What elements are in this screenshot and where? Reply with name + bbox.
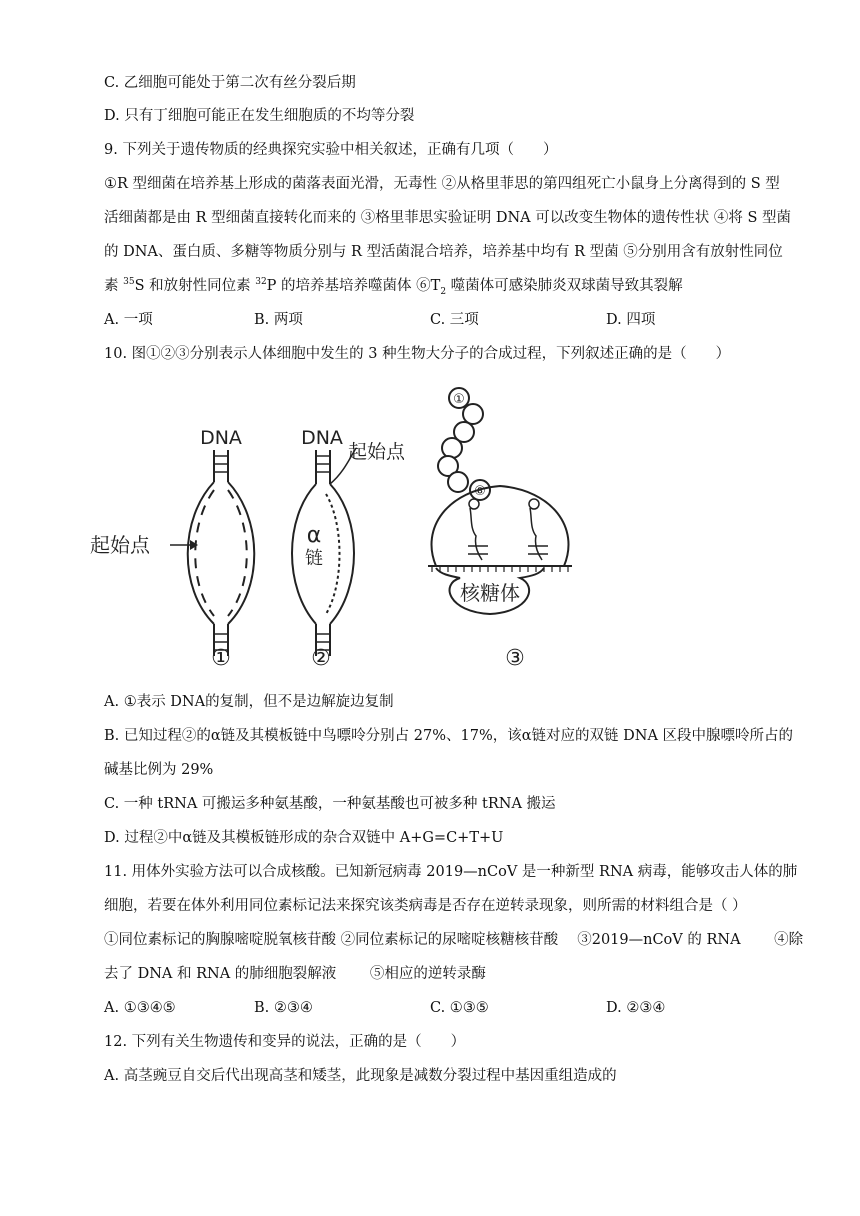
q8-option-d: D. 只有丁细胞可能正在发生细胞质的不均等分裂 — [104, 108, 415, 124]
q9-stem: 9. 下列关于遗传物质的经典探究实验中相关叙述，正确有几项（ ） — [104, 142, 558, 158]
q10-figure — [60, 378, 620, 678]
q11-materials: ①同位素标记的胸腺嘧啶脱氧核苷酸 ②同位素标记的尿嘧啶核糖核苷酸 ③2019—nCoV 的 RNA ④除 — [104, 932, 804, 948]
alpha-label: α — [306, 523, 322, 548]
q9-option-c: C. 三项 — [430, 312, 479, 328]
q10-option-c: C. 一种 tRNA 可搬运多种氨基酸，一种氨基酸也可被多种 tRNA 搬运 — [104, 796, 556, 812]
q11-stem-cont: 细胞，若要在体外利用同位素标记法来探究该类病毒是否存在逆转录现象，则所需的材料组合是（ ） — [104, 898, 747, 914]
q11-option-a: A. ①③④⑤ — [104, 1000, 176, 1016]
q11-stem: 11. 用体外实验方法可以合成核酸。已知新冠病毒 2019—nCoV 是一种新型 RNA 病毒，能够攻击人体的肺 — [104, 864, 798, 880]
q9-statement-line: 活细菌都是由 R 型细菌直接转化而来的 ③格里菲思实验证明 DNA 可以改变生物体的遗传性状 ④将 S 型菌 — [104, 210, 792, 226]
panel-number: ③ — [505, 646, 525, 671]
q8-option-c: C. 乙细胞可能处于第二次有丝分裂后期 — [104, 75, 356, 91]
q10-option-b-cont: 碱基比例为 29% — [104, 762, 214, 778]
panel-number: ② — [311, 646, 331, 671]
q9-statement-line: 的 DNA、蛋白质、多糖等物质分别与 R 型活菌混合培养，培养基中均有 R 型菌 ⑤分别用含有放射性同位 — [104, 244, 783, 260]
panel-number: ① — [211, 646, 231, 671]
q9-statement-line: 素 $^{35}$S 和放射性同位素 $^{32}$P 的培养基培养噬菌体 $⑥T_2$ 噬菌体可感染肺炎双球菌导致其裂解 — [104, 277, 683, 297]
chain-label: 链 — [305, 548, 323, 569]
dna-label: DNA — [301, 427, 343, 449]
q9-statement-line: ①R 型细菌在培养基上形成的菌落表面光滑，无毒性 ②从格里菲思的第四组死亡小鼠身上分离得到的 S 型 — [104, 176, 780, 192]
q11-materials-cont: 去了 DNA 和 RNA 的肺细胞裂解液 ⑤相应的逆转录酶 — [104, 966, 486, 982]
q11-option-c: C. ①③⑤ — [430, 1000, 489, 1016]
amino-acid-label: ① — [453, 392, 465, 407]
q10-option-a: A. ①表示 DNA的复制，但不是边解旋边复制 — [104, 694, 394, 710]
dna-label: DNA — [200, 427, 242, 449]
q11-option-d: D. ②③④ — [606, 1000, 666, 1016]
q10-stem: 10. 图①②③分别表示人体细胞中发生的 3 种生物大分子的合成过程，下列叙述正确的是（ ） — [104, 346, 731, 362]
replication-diagram — [170, 450, 254, 656]
q11-option-b: B. ②③④ — [254, 1000, 313, 1016]
ribosome-label: 核糖体 — [460, 581, 520, 605]
q12-stem: 12. 下列有关生物遗传和变异的说法，正确的是（ ） — [104, 1034, 466, 1050]
q10-option-d: D. 过程②中α链及其模板链形成的杂合双链中 A+G=C+T+U — [104, 830, 504, 846]
q12-option-a: A. 高茎豌豆自交后代出现高茎和矮茎，此现象是减数分裂过程中基因重组造成的 — [104, 1068, 617, 1084]
origin-label: 起始点 — [90, 533, 150, 557]
amino-acid-label: ⑧ — [474, 484, 486, 499]
q9-option-d: D. 四项 — [606, 312, 656, 328]
transcription-diagram — [292, 448, 356, 656]
q9-option-b: B. 两项 — [254, 312, 303, 328]
q10-option-b: B. 已知过程②的α链及其模板链中鸟嘌呤分别占 27%、17%，该α链对应的双链 DNA 区段中腺嘌呤所占的 — [104, 728, 794, 744]
q9-option-a: A. 一项 — [104, 312, 153, 328]
origin-label: 起始点 — [348, 441, 406, 463]
